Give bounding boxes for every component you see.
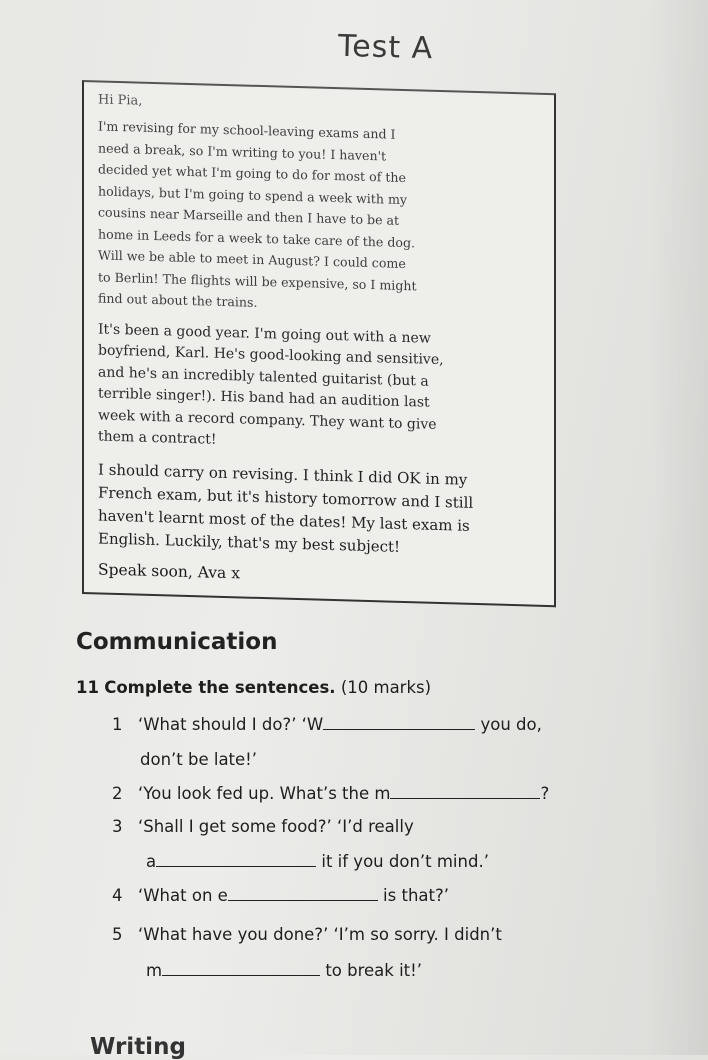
item-text: is that?’: [383, 886, 449, 905]
item-number: 4: [112, 886, 123, 905]
item-text: to break it!’: [325, 961, 423, 980]
answer-blank[interactable]: [156, 854, 316, 867]
task-number: 11: [76, 678, 99, 697]
letter-line: and he's an incredibly talented guitarist (but a: [98, 363, 429, 390]
item-text: you do,: [480, 715, 542, 734]
item-3: [112, 817, 414, 836]
letter-line: terrible singer!). His band had an audition last: [98, 385, 430, 411]
page-shadow: [648, 0, 708, 1055]
item-text: ‘What have you done?’ ‘I’m so sorry. I didn’t: [138, 925, 502, 944]
item-text: ‘You look fed up. What’s the m: [138, 784, 391, 803]
item-2: [112, 784, 549, 803]
item-5: [112, 925, 502, 944]
letter-line: need a break, so I'm writing to you! I haven't: [98, 139, 387, 163]
letter-line: holidays, but I'm going to spend a week with my: [98, 182, 408, 207]
letter-line: them a contract!: [98, 428, 217, 448]
item-number: 1: [112, 715, 123, 734]
answer-blank[interactable]: [323, 717, 475, 730]
letter-line: home in Leeds for a week to take care of the dog.: [98, 225, 416, 250]
item-1: [112, 715, 542, 734]
answer-blank[interactable]: [390, 786, 540, 799]
item-text: m: [146, 961, 163, 980]
letter-box: [82, 80, 556, 607]
letter-line: decided yet what I'm going to do for most of the: [98, 161, 406, 186]
task-instruction: Complete the sentences.: [104, 678, 336, 697]
letter-line: English. Luckily, that's my best subject!: [98, 528, 401, 556]
letter: [98, 92, 538, 590]
item-number: 2: [112, 784, 123, 803]
writing-heading: Writing: [90, 1034, 186, 1060]
letter-paragraph-1: [98, 115, 538, 321]
letter-line: to Berlin! The flights will be expensive, so I might: [98, 268, 417, 293]
item-4: [112, 886, 449, 905]
item-text: ‘Shall I get some food?’ ‘I’d really: [138, 817, 414, 836]
item-number: 3: [112, 817, 123, 836]
item-text: ?: [540, 784, 550, 803]
letter-line: I'm revising for my school-leaving exams and I: [98, 118, 396, 142]
item-number: 5: [112, 925, 123, 944]
letter-greeting: Hi Pia,: [98, 92, 143, 109]
letter-paragraph-3: [98, 458, 538, 562]
answer-blank[interactable]: [228, 888, 378, 901]
letter-signoff: Speak soon, Ava x: [98, 559, 240, 582]
letter-line: haven't learnt most of the dates! My last exam is: [98, 505, 470, 535]
task-marks: (10 marks): [340, 678, 432, 697]
item-3-continuation: [146, 852, 489, 871]
item-text: ‘What should I do?’ ‘W: [138, 715, 324, 734]
page-title: Test A: [337, 28, 434, 67]
item-5-continuation: [146, 961, 422, 980]
item-text: it if you don’t mind.’: [321, 852, 489, 871]
answer-blank[interactable]: [162, 963, 320, 976]
task-heading: [76, 678, 431, 697]
letter-line: week with a record company. They want to give: [98, 406, 437, 433]
letter-line: Will we be able to meet in August? I could come: [98, 247, 406, 272]
letter-line: I should carry on revising. I think I did OK in my: [98, 459, 468, 489]
section-heading: Communication: [76, 629, 278, 655]
letter-line: cousins near Marseille and then I have to be at: [98, 204, 400, 228]
item-text: a: [146, 852, 157, 871]
letter-line: It's been a good year. I'm going out with a new: [98, 320, 431, 347]
letter-line: find out about the trains.: [98, 290, 258, 310]
letter-paragraph-2: [98, 319, 538, 460]
item-1-continuation: don’t be late!’: [140, 750, 258, 769]
item-text: ‘What on e: [138, 886, 228, 905]
letter-line: boyfriend, Karl. He's good-looking and sensitive,: [98, 342, 444, 369]
letter-line: French exam, but it's history tomorrow and I still: [98, 482, 474, 512]
